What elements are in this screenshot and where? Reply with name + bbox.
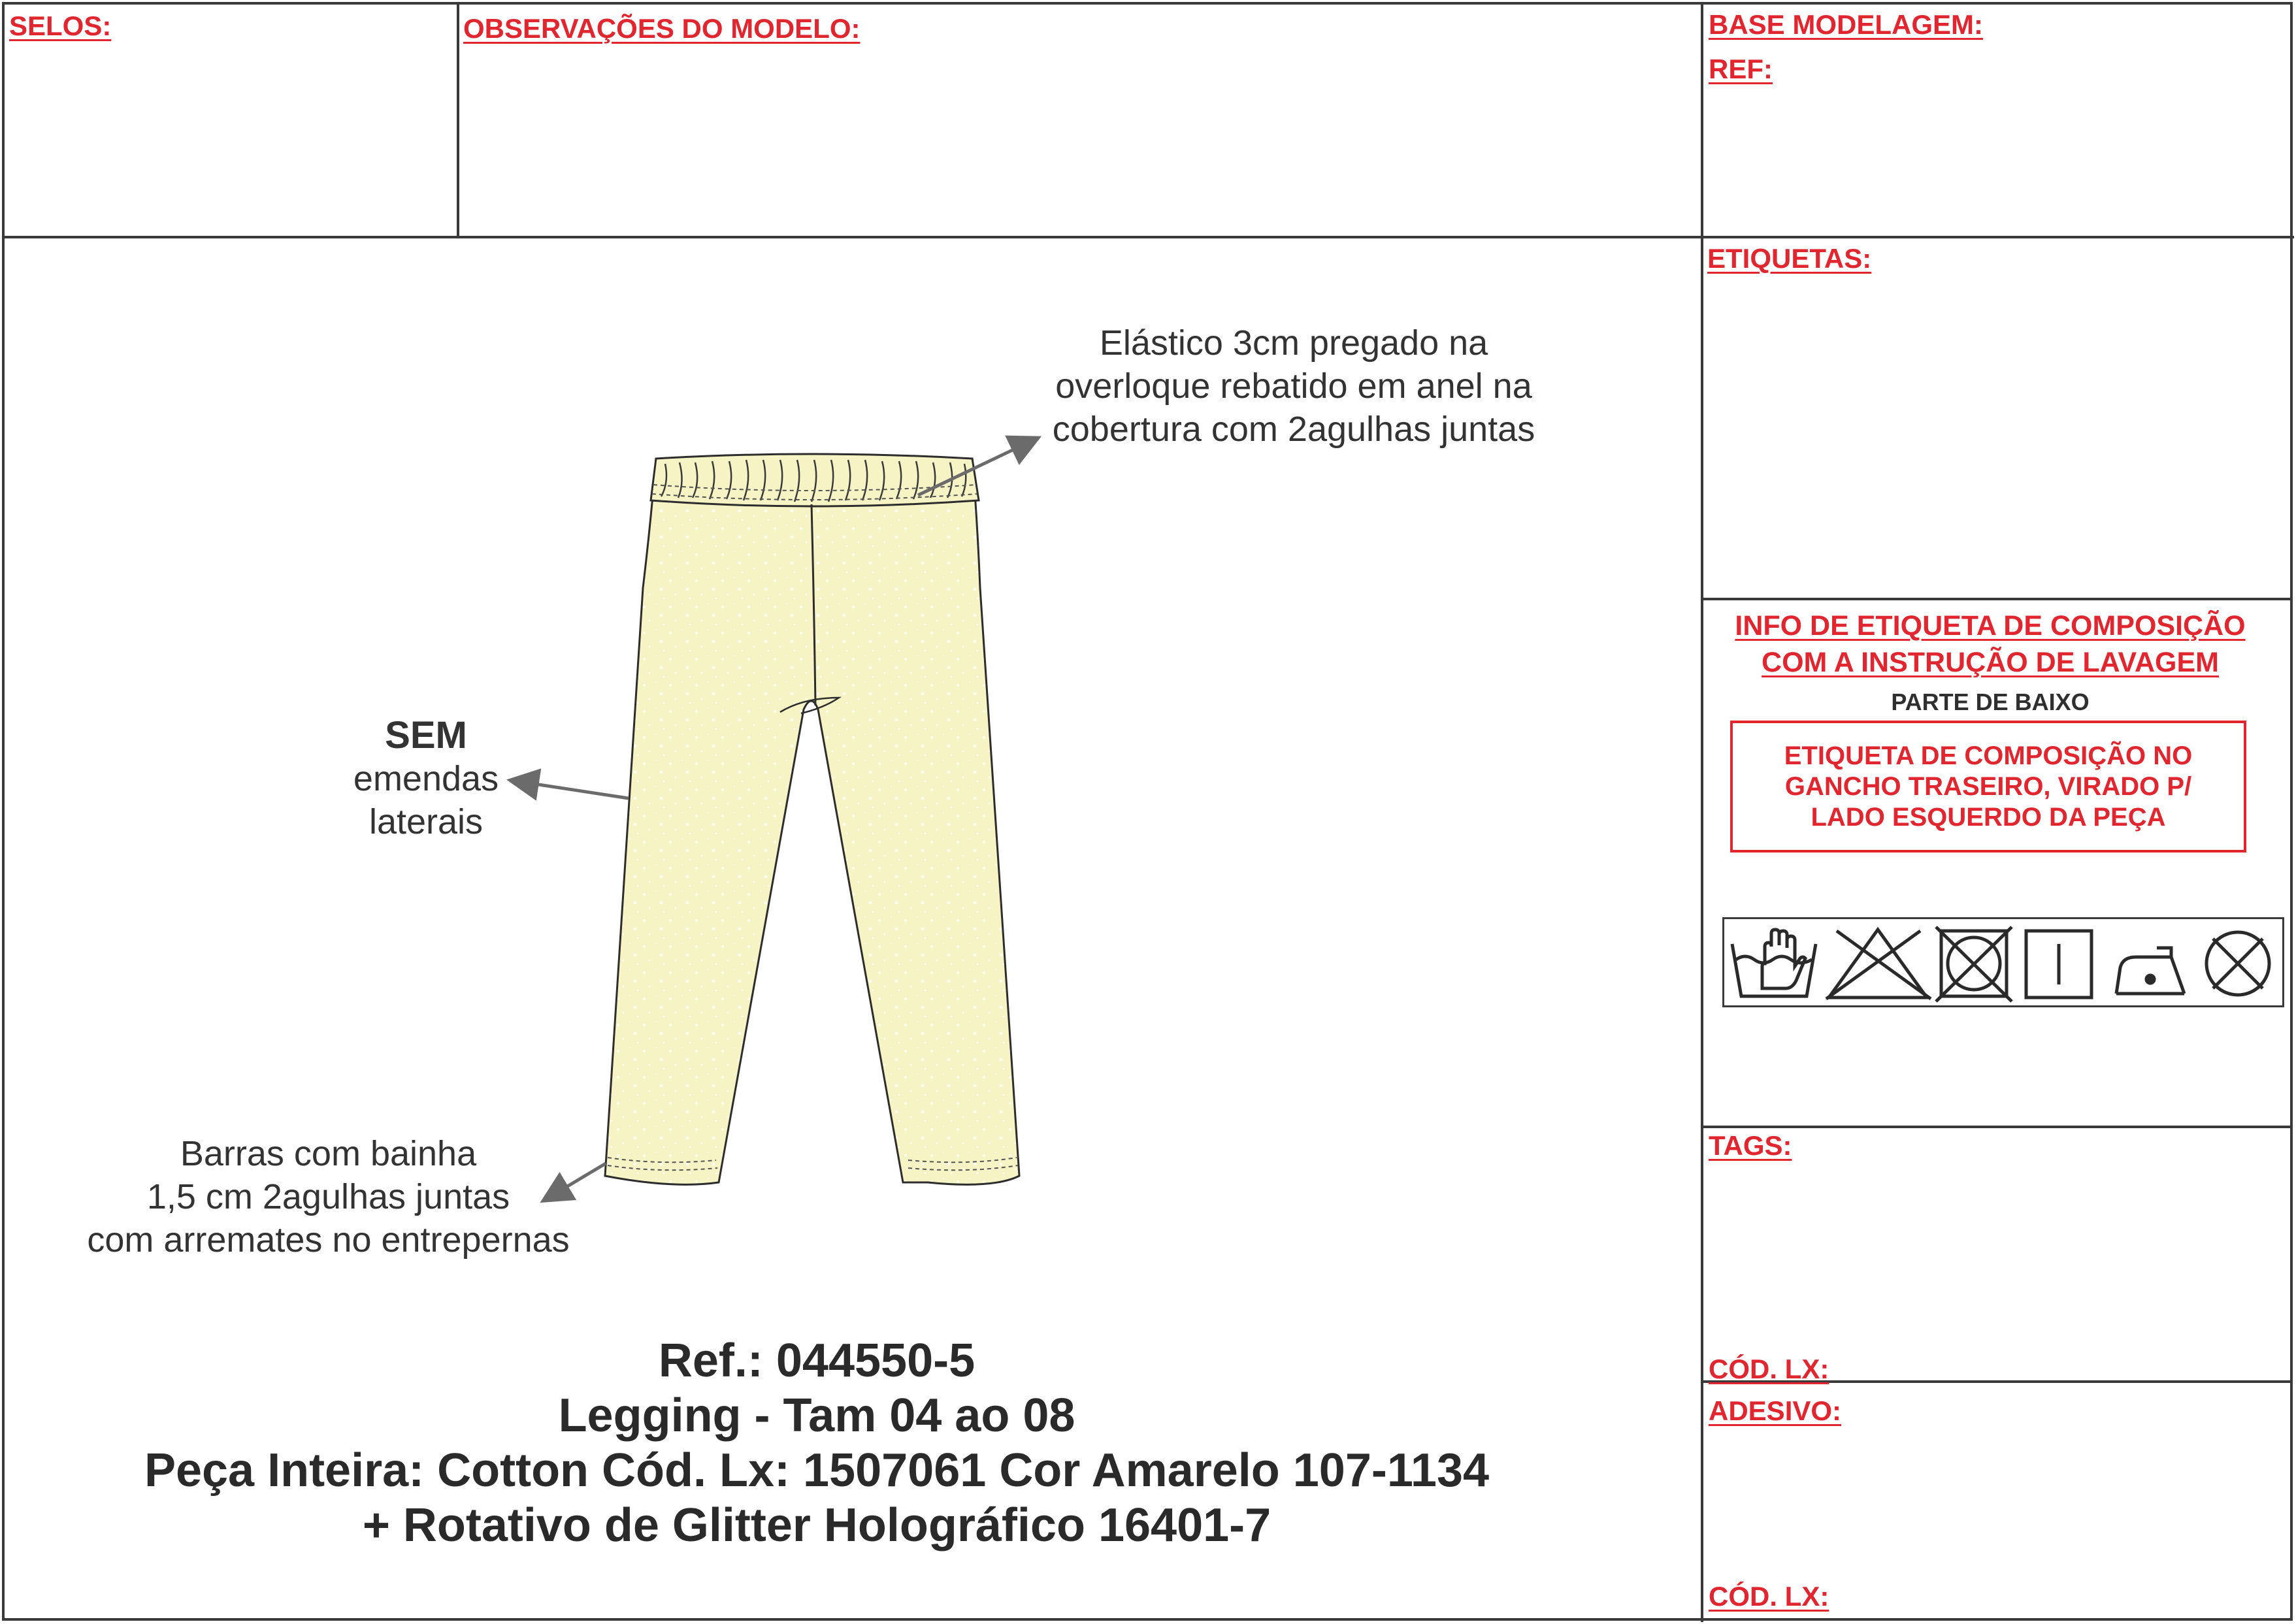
seams-note-line-2: laterais	[369, 802, 484, 841]
caption-material: Peça Inteira: Cotton Cód. Lx: 1507061 Cor Amarelo 107-1134	[144, 1444, 1490, 1497]
composition-note-line-1: ETIQUETA DE COMPOSIÇÃO NO	[1784, 741, 2193, 770]
elastic-note-line-2: overloque rebatido em anel na	[1055, 366, 1532, 406]
elastic-arrow	[918, 439, 1036, 495]
observacoes-label: OBSERVAÇÕES DO MODELO:	[463, 13, 861, 44]
seams-note-bold: SEM	[385, 714, 467, 756]
product-caption	[0, 1333, 1633, 1553]
seams-note	[328, 714, 524, 843]
hand-wash-icon	[1728, 926, 1820, 1003]
no-dry-clean-icon	[2199, 926, 2277, 1003]
adesivo-label: ADESIVO:	[1709, 1395, 1842, 1426]
caption-glitter: + Rotativo de Glitter Holográfico 16401-7	[362, 1499, 1271, 1551]
caption-product: Legging - Tam 04 ao 08	[558, 1389, 1075, 1442]
iron-low-icon	[2111, 926, 2189, 1003]
info-title	[1703, 608, 2278, 681]
info-title-line-1: INFO DE ETIQUETA DE COMPOSIÇÃO	[1735, 610, 2246, 641]
etiquetas-label: ETIQUETAS:	[1707, 243, 1872, 274]
elastic-note-line-1: Elástico 3cm pregado na	[1099, 323, 1488, 363]
tags-label: TAGS:	[1709, 1130, 1792, 1161]
seams-note-line-1: emendas	[353, 759, 499, 798]
info-divider	[1701, 1126, 2293, 1128]
hems-note-line-2: 1,5 cm 2agulhas juntas	[146, 1177, 510, 1216]
base-modelagem-label: BASE MODELAGEM:	[1709, 9, 1983, 40]
hems-note-line-1: Barras com bainha	[180, 1134, 477, 1173]
no-tumble-dry-icon	[1935, 926, 2013, 1003]
parte-de-baixo: PARTE DE BAIXO	[1891, 689, 2090, 715]
elastic-note	[1019, 321, 1568, 451]
ref-label: REF:	[1709, 54, 1773, 84]
elastic-note-line-3: cobertura com 2agulhas juntas	[1052, 410, 1535, 449]
cod-lx-label-2: CÓD. LX:	[1709, 1581, 1829, 1612]
info-title-line-2: COM A INSTRUÇÃO DE LAVAGEM	[1762, 647, 2219, 678]
hems-note	[59, 1132, 598, 1261]
hems-note-line-3: com arremates no entrepernas	[87, 1220, 570, 1259]
selos-label: SELOS:	[9, 10, 112, 41]
no-bleach-icon	[1822, 926, 1933, 1003]
composition-note-line-3: LADO ESQUERDO DA PEÇA	[1811, 802, 2166, 832]
etiquetas-divider	[1701, 598, 2293, 600]
line-dry-icon	[2020, 926, 2098, 1003]
cod-lx-label-1: CÓD. LX:	[1709, 1354, 1829, 1384]
care-symbols-strip	[1722, 917, 2284, 1007]
caption-ref: Ref.: 044550-5	[658, 1335, 976, 1387]
seams-arrow	[513, 781, 629, 798]
composition-note-line-2: GANCHO TRASEIRO, VIRADO P/	[1784, 771, 2192, 801]
sidebar-divider	[1701, 2, 1703, 1622]
composition-note-box	[1730, 721, 2246, 853]
